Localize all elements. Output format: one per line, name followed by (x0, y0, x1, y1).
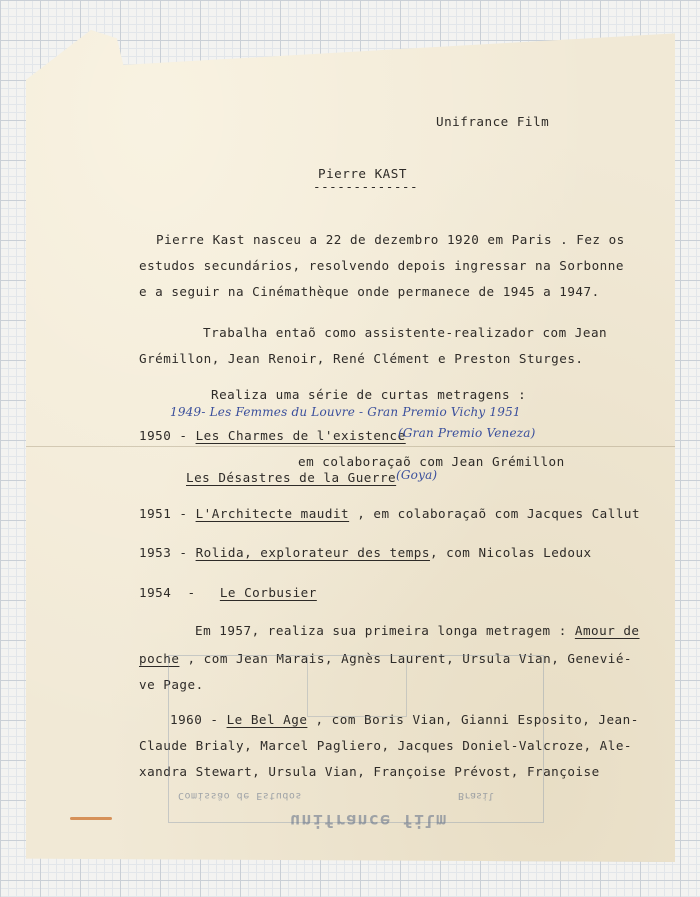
film-1950-title: Les Charmes de l'existence (195, 428, 406, 443)
film-1960-year: 1960 - (170, 712, 227, 727)
paragraph-4-cast: , com Jean Marais, Agnès Laurent, Ursula Vian, Genevié- (179, 651, 633, 666)
paragraph-5-line-2: Claude Brialy, Marcel Pagliero, Jacques Doniel-Valcroze, Ale- (139, 738, 633, 753)
paragraph-4-text-a: Em 1957, realiza sua primeira longa metragem : (195, 623, 575, 638)
orange-mark (70, 817, 112, 820)
feature-title-part-1: Amour de (574, 623, 640, 638)
paragraph-3-line-1: Realiza uma série de curtas metragens : (211, 387, 527, 402)
film-1954-year: 1954 - (139, 585, 220, 600)
title-underline: ------------- (313, 179, 419, 194)
handwritten-note-1950: (Gran Premio Veneza) (398, 426, 536, 440)
film-1950-title-2: Les Désastres de la Guerre (186, 470, 397, 485)
film-1951-credits: , em colaboraçaõ com Jacques Callut (349, 506, 641, 521)
paragraph-2-line-2: Grémillon, Jean Renoir, René Clément e Preston Sturges. (139, 351, 584, 366)
paragraph-1-line-1: Pierre Kast nasceu a 22 de dezembro 1920 em Paris . Fez os (156, 232, 625, 247)
paragraph-1-line-3: e a seguir na Cinémathèque onde permanece de 1945 a 1947. (139, 284, 600, 299)
film-1953-line (139, 545, 592, 560)
handwritten-note-goya: (Goya) (396, 468, 438, 482)
feature-title-part-2: poche (139, 651, 180, 666)
film-1953-year: 1953 - (139, 545, 196, 560)
film-1950-year: 1950 - (139, 428, 196, 443)
film-1954-line (139, 585, 317, 600)
film-1950-line (139, 428, 406, 443)
film-1960-cast-a: , com Boris Vian, Gianni Esposito, Jean- (307, 712, 639, 727)
film-1951-title: L'Architecte maudit (195, 506, 350, 521)
film-1953-title: Rolida, explorateur des temps (195, 545, 430, 560)
film-1951-year: 1951 - (139, 506, 196, 521)
stamp-logo-text: unifrance film (290, 810, 448, 830)
paragraph-4-line-1 (195, 623, 640, 638)
film-1950-collab: em colaboraçaõ com Jean Grémillon (298, 454, 565, 469)
film-1960-title: Le Bel Age (226, 712, 308, 727)
paragraph-2-line-1: Trabalha entaõ como assistente-realizador com Jean (203, 325, 608, 340)
stamp-text-left: Comissão de Estudos (178, 790, 302, 801)
handwritten-note-1949: 1949- Les Femmes du Louvre - Gran Premio Vichy 1951 (170, 405, 521, 419)
film-1951-line (139, 506, 640, 521)
paragraph-4-line-3: ve Page. (139, 677, 204, 692)
letterhead-org: Unifrance Film (436, 114, 550, 129)
document-title: Pierre KAST (318, 166, 407, 181)
paragraph-5-line-3: xandra Stewart, Ursula Vian, Françoise Prévost, Françoise (139, 764, 600, 779)
fold-line (26, 446, 675, 447)
stamp-inner-box (307, 656, 407, 717)
stamp-text-right: Brasil (458, 790, 495, 801)
film-1953-credits: , com Nicolas Ledoux (429, 545, 592, 560)
film-1954-title: Le Corbusier (219, 585, 317, 600)
paragraph-1-line-2: estudos secundários, resolvendo depois ingressar na Sorbonne (139, 258, 624, 273)
